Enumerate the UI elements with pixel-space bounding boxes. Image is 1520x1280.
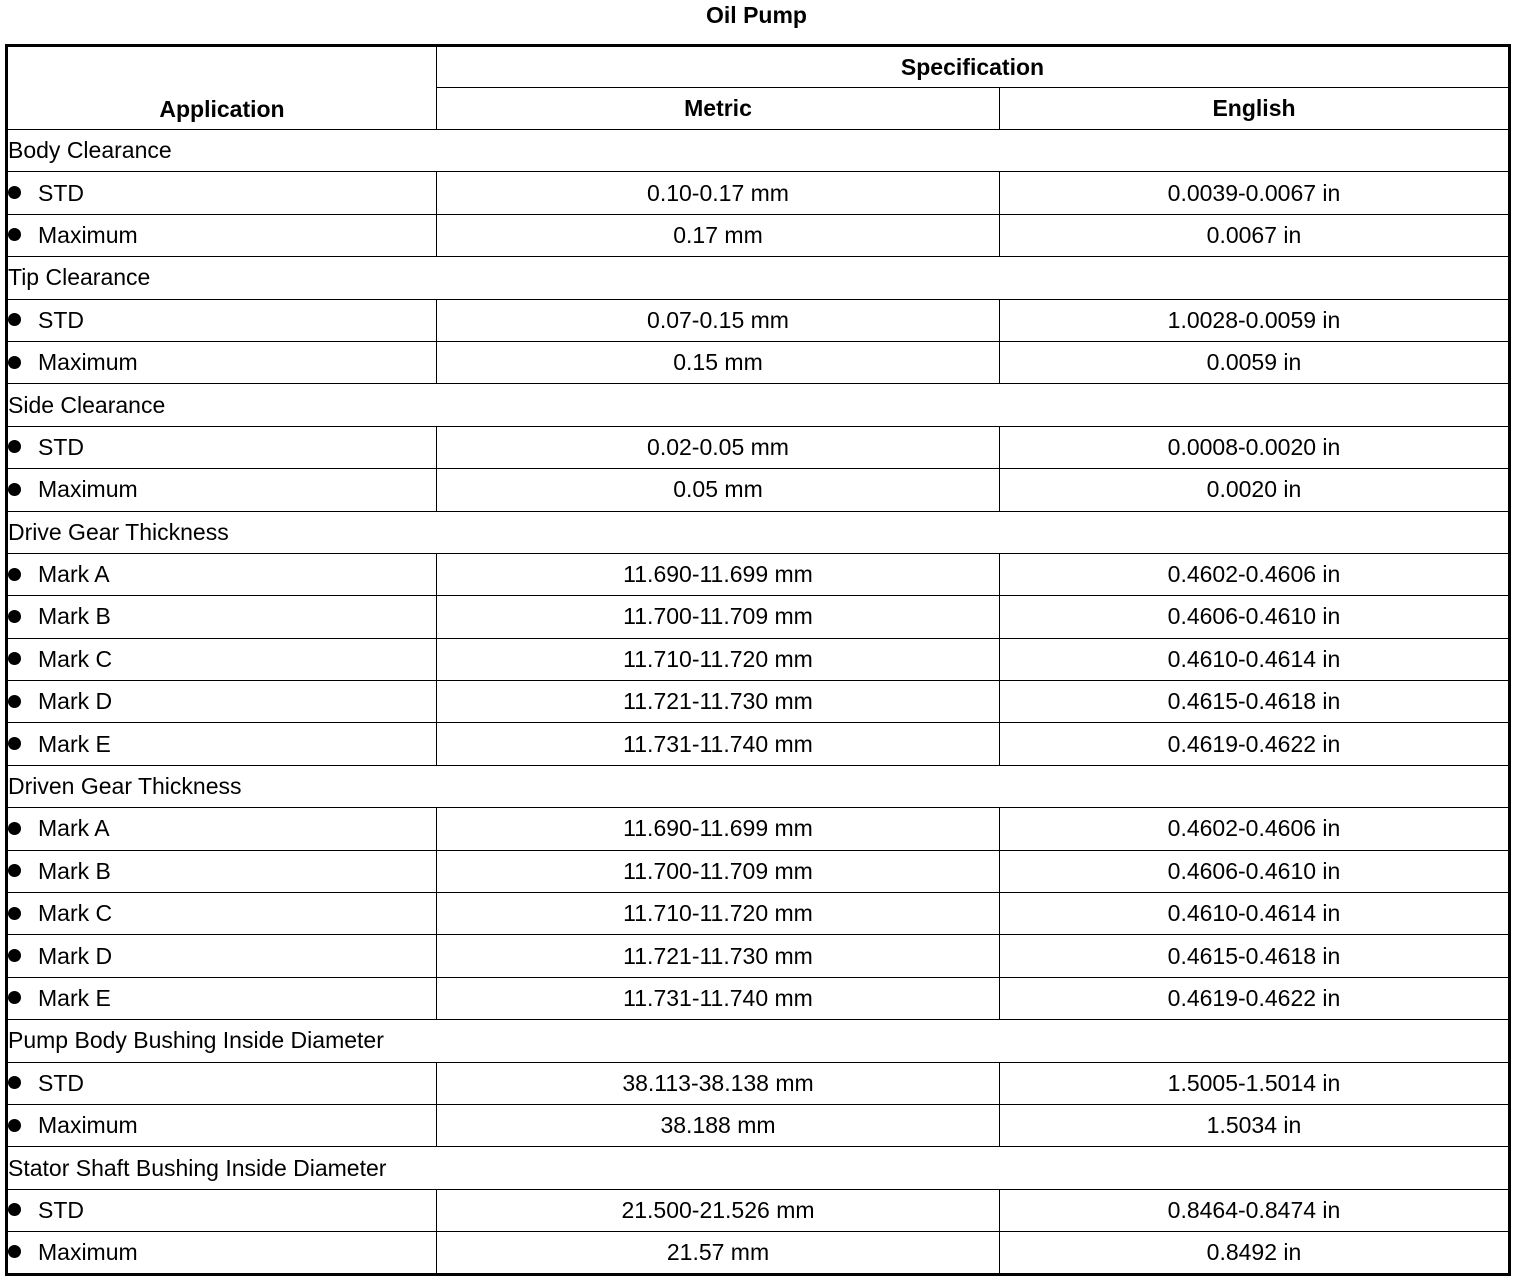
- group-row: [7, 1147, 1510, 1189]
- table-row: [7, 977, 1510, 1019]
- bullet-icon: [8, 652, 21, 665]
- metric-value: 11.710-11.720 mm: [437, 893, 1000, 935]
- bullet-icon: [8, 695, 21, 708]
- application-cell: [7, 469, 437, 511]
- bullet-icon: [8, 1119, 21, 1132]
- application-label: STD: [38, 1196, 84, 1223]
- application-label: Mark A: [38, 561, 110, 588]
- english-value: 0.8464-0.8474 in: [1000, 1189, 1510, 1231]
- application-header: Application: [7, 46, 437, 130]
- page-title: Oil Pump: [706, 2, 807, 28]
- group-label: Body Clearance: [7, 130, 1510, 172]
- table-row: [7, 808, 1510, 850]
- metric-value: 0.07-0.15 mm: [437, 299, 1000, 341]
- english-value: 0.4615-0.4618 in: [1000, 935, 1510, 977]
- application-cell: [7, 341, 437, 383]
- group-label: Side Clearance: [7, 384, 1510, 426]
- metric-value: 11.690-11.699 mm: [437, 553, 1000, 595]
- english-value: 0.4606-0.4610 in: [1000, 596, 1510, 638]
- application-cell: [7, 596, 437, 638]
- application-label: Mark E: [38, 730, 111, 757]
- bullet-icon: [8, 313, 21, 326]
- oil-pump-spec-table: [5, 44, 1511, 1276]
- application-label: Mark C: [38, 645, 113, 672]
- bullet-icon: [8, 186, 21, 199]
- application-label: Mark E: [38, 985, 111, 1011]
- application-cell: [7, 638, 437, 680]
- metric-header: Metric: [437, 88, 1000, 130]
- table-row: [7, 596, 1510, 638]
- metric-value: 0.17 mm: [437, 214, 1000, 256]
- group-label: Pump Body Bushing Inside Diameter: [7, 1020, 1510, 1062]
- application-cell: [7, 681, 437, 723]
- table-row: [7, 341, 1510, 383]
- table-row: [7, 850, 1510, 892]
- bullet-icon: [8, 1076, 21, 1089]
- application-label: Maximum: [38, 349, 138, 376]
- bullet-icon: [8, 228, 21, 241]
- english-value: 0.4615-0.4618 in: [1000, 681, 1510, 723]
- application-label: Mark D: [38, 942, 113, 969]
- application-cell: [7, 299, 437, 341]
- application-cell: [7, 850, 437, 892]
- bullet-icon: [8, 991, 21, 1004]
- application-cell: [7, 553, 437, 595]
- english-value: 0.0059 in: [1000, 341, 1510, 383]
- application-cell: [7, 893, 437, 935]
- application-label: Mark D: [38, 688, 113, 715]
- specification-header: Specification: [437, 46, 1510, 88]
- application-label: STD: [38, 179, 84, 206]
- metric-value: 11.710-11.720 mm: [437, 638, 1000, 680]
- application-cell: [7, 172, 437, 214]
- bullet-icon: [8, 356, 21, 369]
- group-row: [7, 1020, 1510, 1062]
- metric-value: 0.05 mm: [437, 469, 1000, 511]
- table-row: [7, 1062, 1510, 1104]
- application-cell: [7, 1104, 437, 1146]
- metric-value: 11.731-11.740 mm: [437, 723, 1000, 765]
- bullet-icon: [8, 440, 21, 453]
- application-label: Mark B: [38, 857, 111, 884]
- table-header: [7, 46, 1510, 130]
- application-cell: [7, 723, 437, 765]
- table-row: [7, 638, 1510, 680]
- english-value: 0.0067 in: [1000, 214, 1510, 256]
- english-value: 0.4606-0.4610 in: [1000, 850, 1510, 892]
- bullet-icon: [8, 483, 21, 496]
- application-label: Maximum: [38, 221, 138, 248]
- application-label: STD: [38, 1069, 84, 1096]
- english-header: English: [1000, 88, 1510, 130]
- table-body: [7, 130, 1510, 1275]
- table-row: [7, 426, 1510, 468]
- metric-value: 11.700-11.709 mm: [437, 596, 1000, 638]
- bullet-icon: [8, 568, 21, 581]
- metric-value: 11.721-11.730 mm: [437, 935, 1000, 977]
- bullet-icon: [8, 907, 21, 920]
- group-row: [7, 257, 1510, 299]
- metric-value: 11.690-11.699 mm: [437, 808, 1000, 850]
- english-value: 0.4619-0.4622 in: [1000, 723, 1510, 765]
- group-row: [7, 130, 1510, 172]
- table-row: [7, 723, 1510, 765]
- table-row: [7, 299, 1510, 341]
- english-value: 0.8492 in: [1000, 1232, 1510, 1274]
- application-label: Mark B: [38, 603, 111, 630]
- application-cell: [7, 977, 437, 1019]
- table-row: [7, 1104, 1510, 1146]
- group-label: Stator Shaft Bushing Inside Diameter: [7, 1147, 1510, 1189]
- application-cell: [7, 214, 437, 256]
- table-row: [7, 935, 1510, 977]
- bullet-icon: [8, 737, 21, 750]
- english-value: 0.0039-0.0067 in: [1000, 172, 1510, 214]
- english-value: 0.4610-0.4614 in: [1000, 893, 1510, 935]
- header-row-top: [7, 46, 1510, 88]
- application-cell: [7, 1232, 437, 1274]
- application-cell: [7, 1189, 437, 1231]
- table-row: [7, 553, 1510, 595]
- application-cell: [7, 935, 437, 977]
- metric-value: 11.731-11.740 mm: [437, 977, 1000, 1019]
- bullet-icon: [8, 1203, 21, 1216]
- application-label: Mark C: [38, 900, 113, 927]
- application-label: STD: [38, 433, 84, 460]
- metric-value: 0.10-0.17 mm: [437, 172, 1000, 214]
- english-value: 0.0020 in: [1000, 469, 1510, 511]
- english-value: 0.4619-0.4622 in: [1000, 977, 1510, 1019]
- metric-value: 38.188 mm: [437, 1104, 1000, 1146]
- bullet-icon: [8, 822, 21, 835]
- table-row: [7, 1189, 1510, 1231]
- table-row: [7, 214, 1510, 256]
- metric-value: 11.700-11.709 mm: [437, 850, 1000, 892]
- english-value: 0.4602-0.4606 in: [1000, 808, 1510, 850]
- metric-value: 21.57 mm: [437, 1232, 1000, 1274]
- application-cell: [7, 426, 437, 468]
- english-value: 1.5034 in: [1000, 1104, 1510, 1146]
- english-value: 0.4610-0.4614 in: [1000, 638, 1510, 680]
- application-label: Mark A: [38, 815, 110, 842]
- table-row: [7, 172, 1510, 214]
- bullet-icon: [8, 610, 21, 623]
- metric-value: 38.113-38.138 mm: [437, 1062, 1000, 1104]
- group-row: [7, 384, 1510, 426]
- metric-value: 11.721-11.730 mm: [437, 681, 1000, 723]
- metric-value: 0.15 mm: [437, 341, 1000, 383]
- metric-value: 21.500-21.526 mm: [437, 1189, 1000, 1231]
- english-value: 0.4602-0.4606 in: [1000, 553, 1510, 595]
- bullet-icon: [8, 949, 21, 962]
- metric-value: 0.02-0.05 mm: [437, 426, 1000, 468]
- bullet-icon: [8, 1245, 21, 1258]
- table-row: [7, 893, 1510, 935]
- bullet-icon: [8, 864, 21, 877]
- english-value: 1.5005-1.5014 in: [1000, 1062, 1510, 1104]
- table-row: [7, 681, 1510, 723]
- application-label: Maximum: [38, 476, 138, 503]
- group-label: Tip Clearance: [7, 257, 1510, 299]
- group-row: [7, 765, 1510, 807]
- english-value: 0.0008-0.0020 in: [1000, 426, 1510, 468]
- group-label: Driven Gear Thickness: [7, 765, 1510, 807]
- table-row: [7, 1232, 1510, 1274]
- table-row: [7, 469, 1510, 511]
- application-cell: [7, 808, 437, 850]
- application-cell: [7, 1062, 437, 1104]
- application-label: STD: [38, 306, 84, 333]
- english-value: 1.0028-0.0059 in: [1000, 299, 1510, 341]
- application-label: Maximum: [38, 1238, 138, 1265]
- application-label: Maximum: [38, 1112, 138, 1139]
- group-label: Drive Gear Thickness: [7, 511, 1510, 553]
- group-row: [7, 511, 1510, 553]
